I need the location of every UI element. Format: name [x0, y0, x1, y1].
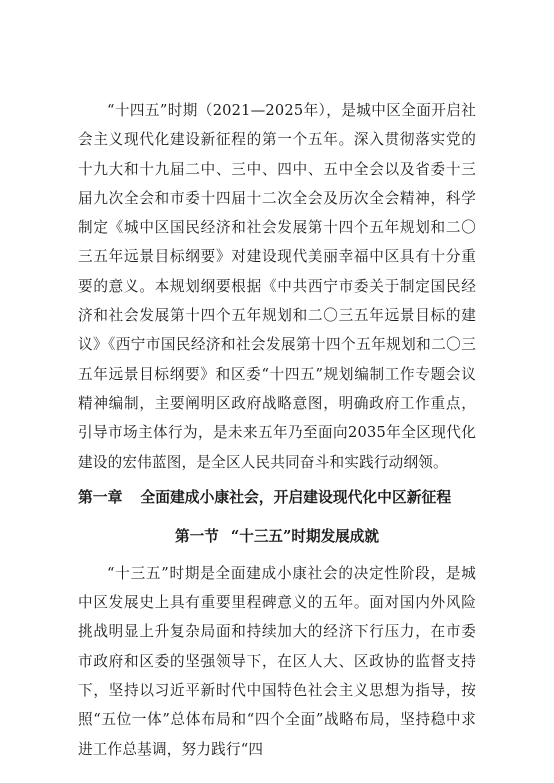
section-heading [78, 523, 476, 551]
body-paragraph [78, 559, 476, 764]
document-body [78, 96, 476, 764]
chapter-number: 第一章 [78, 488, 123, 506]
section-number: 第一节 [175, 527, 219, 545]
chapter-heading [78, 483, 476, 513]
section-title: “十三五”时期发展成就 [230, 527, 379, 545]
intro-paragraph-text: “十四五”时期（2021—2025年），是城中区全面开启社会主义现代化建设新征程的第一个五年。深入贯彻落实党的十九大和十九届二中、三中、四中、五中全会以及省委十三届九次全会和市委十四届十二次全会及历次全会精神，科学制定《城中区国民经济和社会发展第十四个五年规划和二〇三五年远景目标纲要》对建设现代美丽幸福中区具有十分重要的意义。本规划纲要根据《中共西宁市委关于制定国民经济和社会发展第十四个五年规划和二〇三五年远景目标的建议》《西宁市国民经济和社会发展第十四个五年规划和二〇三五年远景目标纲要》和区委“十四五”规划编制工作专题会议精神编制，主要阐明区政府战略意图，明确政府工作重点，引导市场主体行为，是未来五年乃至面向2035年全区现代化建设的宏伟蓝图，是全区人民共同奋斗和实践行动纲领。 [78, 102, 476, 471]
body-paragraph-text: “十三五”时期是全面建成小康社会的决定性阶段，是城中区发展史上具有重要里程碑意义的五年。面对国内外风险挑战明显上升复杂局面和持续加大的经济下行压力，在市委市政府和区委的坚强领导下，在区人大、区政协的监督支持下，坚持以习近平新时代中国特色社会主义思想为指导，按照“五位一体”总体布局和“四个全面”战略布局，坚持稳中求进工作总基调，努力践行“四 [78, 564, 476, 758]
chapter-title: 全面建成小康社会，开启建设现代化中区新征程 [140, 488, 452, 506]
intro-paragraph [78, 96, 476, 477]
